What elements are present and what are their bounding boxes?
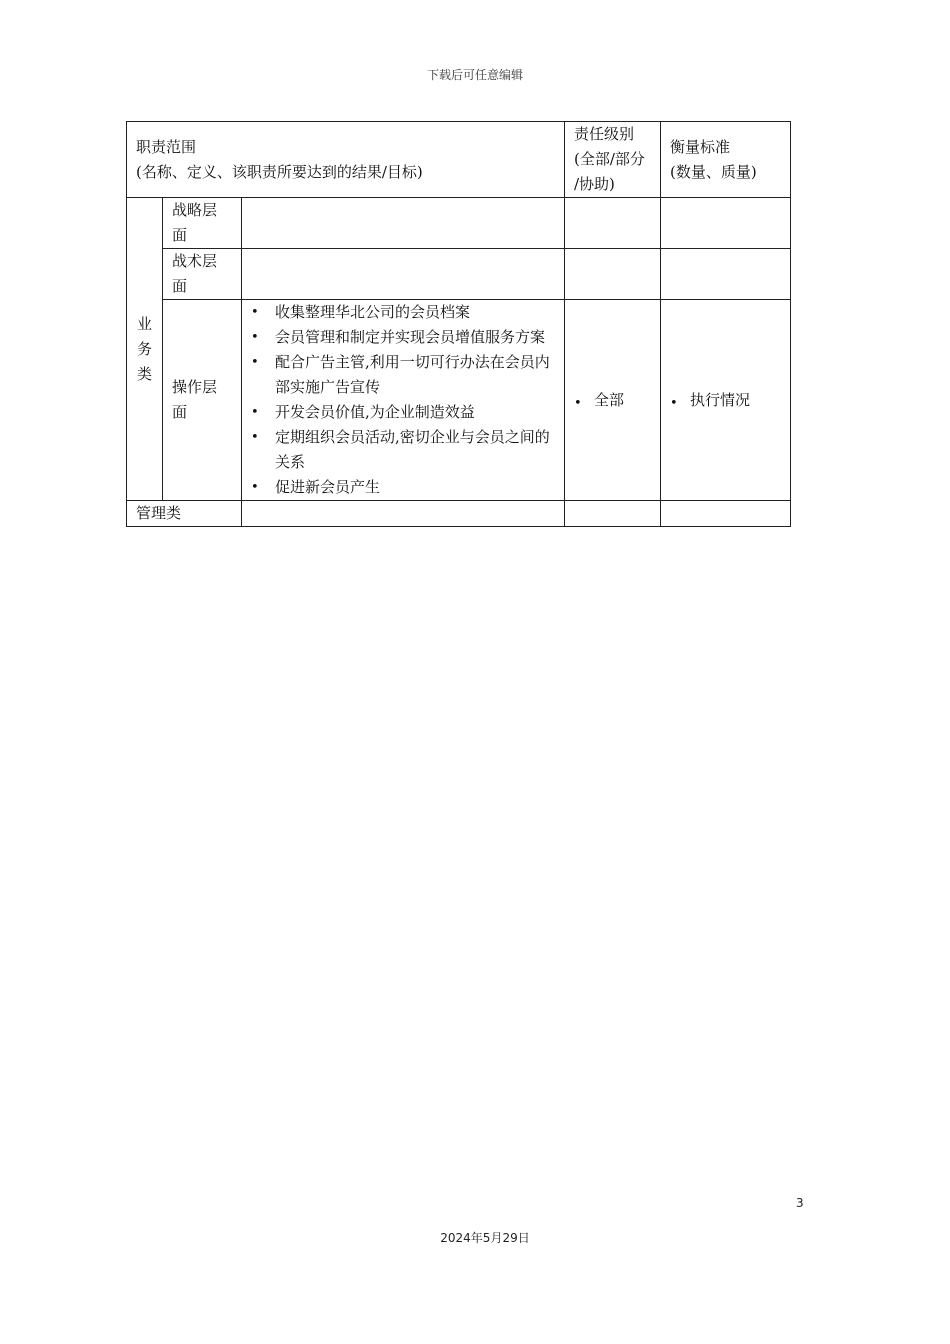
tactical-duties-cell: [242, 249, 565, 300]
tactical-label-line2: 面: [172, 277, 188, 295]
business-category-char2: 务: [136, 339, 152, 358]
strategic-responsibility-cell: [565, 198, 661, 249]
page-number: 3: [796, 1196, 804, 1210]
business-category-char3: 类: [136, 364, 152, 383]
tactical-responsibility-cell: [565, 249, 661, 300]
table-row-tactical: [127, 249, 791, 300]
operational-standard-cell: [661, 300, 791, 501]
strategic-level-cell: [163, 198, 242, 249]
tactical-level-cell: [163, 249, 242, 300]
duty-table: [126, 121, 791, 527]
duty-item: • 收集整理华北公司的会员档案: [251, 300, 555, 325]
business-category-char1: 业: [136, 314, 152, 333]
table-row-strategic: [127, 198, 791, 249]
strategic-duties-cell: [242, 198, 565, 249]
scope-header-subtitle: (名称、定义、该职责所要达到的结果/目标): [136, 162, 423, 181]
responsibility-level-value: • 全部: [574, 391, 624, 409]
duty-item: • 定期组织会员活动,密切企业与会员之间的关系: [251, 425, 555, 475]
operational-level-cell: [163, 300, 242, 501]
strategic-label-line1: 战略层: [172, 201, 218, 219]
level-header-line2: (全部/部分: [574, 150, 645, 168]
operational-label-line2: 面: [172, 403, 188, 421]
operational-responsibility-cell: [565, 300, 661, 501]
table-header-row: [127, 122, 791, 198]
page-header: 下载后可任意编辑: [426, 68, 523, 82]
duty-item: • 开发会员价值,为企业制造效益: [251, 400, 555, 425]
scope-header-title: 职责范围: [136, 137, 197, 156]
level-header-line3: /协助): [574, 175, 615, 193]
standard-header-line1: 衡量标准: [670, 137, 731, 156]
duty-item: • 促进新会员产生: [251, 475, 555, 500]
level-header-cell: [565, 122, 661, 198]
management-category-cell: 管理类: [127, 501, 242, 527]
management-duties-cell: [242, 501, 565, 527]
business-category-cell: [127, 198, 163, 501]
duty-item: • 配合广告主管,利用一切可行办法在会员内部实施广告宣传: [251, 350, 555, 400]
tactical-standard-cell: [661, 249, 791, 300]
page-footer-date: 2024年5月29日: [440, 1231, 530, 1245]
management-responsibility-cell: [565, 501, 661, 527]
table-row-management: [127, 501, 791, 527]
standard-header-line2: (数量、质量): [670, 162, 757, 181]
table-row-operational: [127, 300, 791, 501]
tactical-label-line1: 战术层: [172, 252, 218, 270]
measurement-standard-value: • 执行情况: [670, 391, 750, 409]
strategic-label-line2: 面: [172, 226, 188, 244]
duties-list: [251, 300, 555, 500]
strategic-standard-cell: [661, 198, 791, 249]
level-header-line1: 责任级别: [574, 125, 635, 143]
scope-header-cell: [127, 122, 565, 198]
operational-duties-cell: [242, 300, 565, 501]
operational-label-line1: 操作层: [172, 378, 218, 396]
standard-header-cell: [661, 122, 791, 198]
management-standard-cell: [661, 501, 791, 527]
duty-item: • 会员管理和制定并实现会员增值服务方案: [251, 325, 555, 350]
